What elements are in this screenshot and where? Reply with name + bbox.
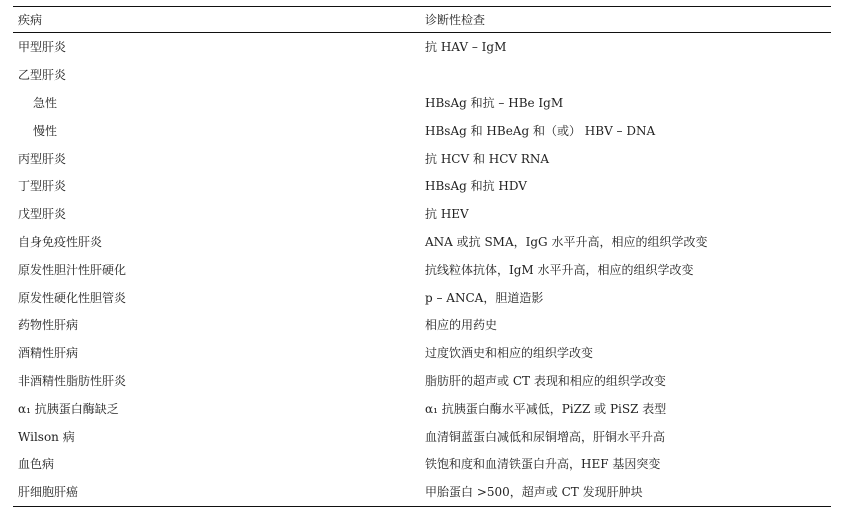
table-row [13, 89, 831, 117]
disease-cell: 酒精性肝病 [18, 346, 79, 361]
table-row [13, 200, 831, 228]
disease-cell: Wilson 病 [18, 429, 75, 444]
table-row [13, 450, 831, 478]
disease-cell: 丁型肝炎 [18, 179, 67, 194]
table-header-row [13, 7, 831, 32]
diagnostic-test-cell: ANA 或抗 SMA，IgG 水平升高，相应的组织学改变 [425, 234, 708, 249]
diagnostic-test-cell: HBsAg 和 HBeAg 和（或） HBV – DNA [425, 123, 656, 138]
diagnostic-test-cell: 抗线粒体抗体，IgM 水平升高，相应的组织学改变 [425, 262, 694, 277]
diagnostic-test-cell: 脂肪肝的超声或 CT 表现和相应的组织学改变 [425, 373, 666, 388]
disease-cell: 自身免疫性肝炎 [18, 234, 103, 249]
table-row [13, 172, 831, 200]
diagnostic-test-cell: HBsAg 和抗 – HBe IgM [425, 95, 564, 110]
diagnostic-test-cell: 铁饱和度和血清铁蛋白升高，HEF 基因突变 [425, 457, 661, 472]
table-row [13, 61, 831, 89]
disease-cell: α₁ 抗胰蛋白酶缺乏 [18, 401, 119, 416]
diagnostic-test-cell: 抗 HCV 和 HCV RNA [425, 151, 550, 166]
diagnostic-table [13, 6, 831, 507]
header-disease: 疾病 [18, 13, 43, 27]
disease-cell: 甲型肝炎 [18, 40, 67, 55]
diagnostic-test-cell: 甲胎蛋白 >500，超声或 CT 发现肝肿块 [425, 485, 643, 500]
table-row [13, 339, 831, 367]
disease-cell: 血色病 [18, 457, 55, 472]
table-row [13, 283, 831, 311]
disease-cell: 非酒精性脂肪性肝炎 [18, 373, 127, 388]
table-row [13, 116, 831, 144]
disease-cell: 乙型肝炎 [18, 68, 67, 83]
diagnostic-test-cell: HBsAg 和抗 HDV [425, 179, 527, 194]
disease-cell: 原发性胆汁性肝硬化 [18, 262, 127, 277]
table-row [13, 144, 831, 172]
table-row [13, 422, 831, 450]
table-bottom-rule [13, 506, 831, 507]
header-diagnostic-test: 诊断性检查 [425, 13, 486, 27]
diagnostic-test-cell: 相应的用药史 [425, 318, 498, 333]
disease-cell: 急性 [33, 95, 58, 110]
table-body [13, 33, 831, 506]
table-row [13, 33, 831, 61]
diagnostic-test-cell: 抗 HAV – IgM [425, 40, 507, 55]
table-row [13, 478, 831, 506]
table-row [13, 394, 831, 422]
diagnostic-test-cell: 血清铜蓝蛋白减低和尿铜增高，肝铜水平升高 [425, 429, 666, 444]
disease-cell: 丙型肝炎 [18, 151, 67, 166]
diagnostic-test-cell: α₁ 抗胰蛋白酶水平减低，PiZZ 或 PiSZ 表型 [425, 401, 667, 416]
table-row [13, 255, 831, 283]
table-row [13, 367, 831, 395]
disease-cell: 药物性肝病 [18, 318, 79, 333]
table-row [13, 311, 831, 339]
disease-cell: 肝细胞肝癌 [18, 485, 79, 500]
disease-cell: 慢性 [33, 123, 58, 138]
disease-cell: 戊型肝炎 [18, 207, 67, 222]
diagnostic-test-cell: p – ANCA，胆道造影 [425, 290, 544, 305]
diagnostic-test-cell: 抗 HEV [425, 207, 469, 222]
diagnostic-test-cell: 过度饮酒史和相应的组织学改变 [425, 346, 594, 361]
disease-cell: 原发性硬化性胆管炎 [18, 290, 127, 305]
table-row [13, 228, 831, 256]
